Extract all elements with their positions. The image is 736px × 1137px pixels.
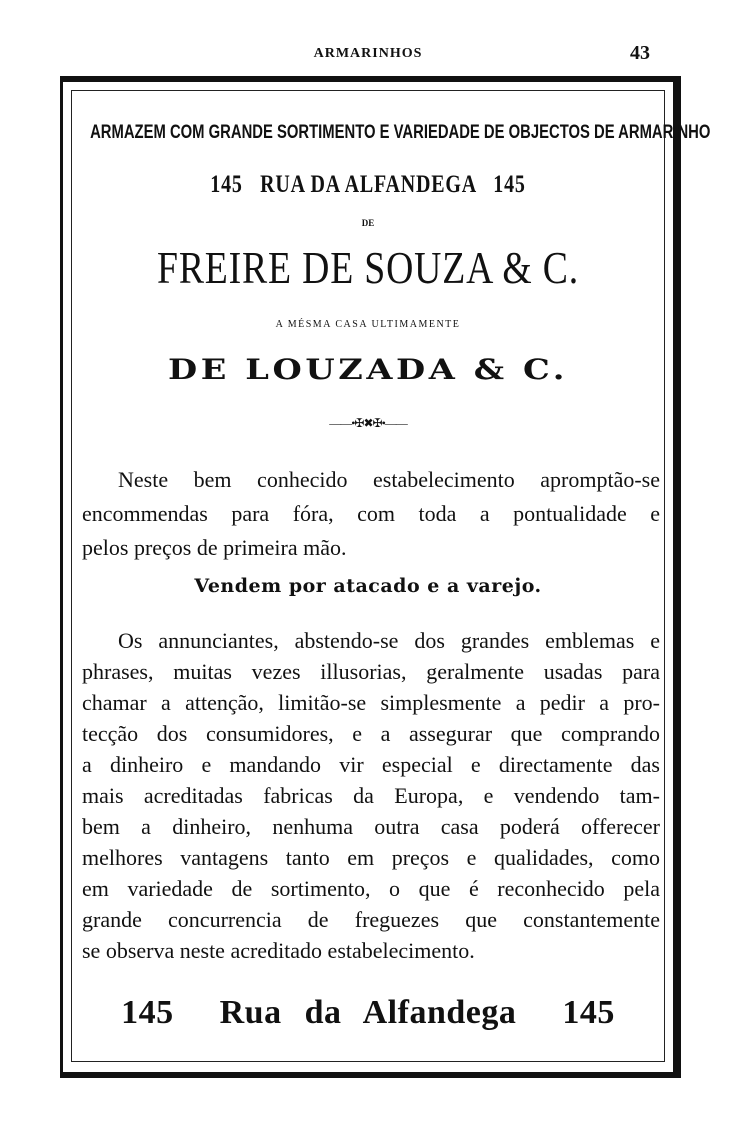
text-line: tecção dos consumidores, e a assegurar que comprando (82, 721, 660, 746)
paragraph-2 (82, 625, 660, 966)
advertisement-frame (60, 76, 711, 1078)
de-label: DE (361, 218, 375, 228)
former-firm-name: DE LOUZADA & C. (167, 353, 569, 386)
text-line: pelos preços de primeira mão. (82, 535, 347, 560)
text-line: a dinheiro e mandando vir especial e directamente das (82, 752, 660, 777)
text-line: se observa neste acreditado estabelecimento. (82, 938, 475, 963)
formerly-label: A MÉSMA CASA ULTIMAMENTE (275, 319, 461, 330)
address-heading: 145 RUA DA ALFANDEGA 145 (210, 171, 526, 198)
text-line: mais acreditadas fabricas da Europa, e vendendo tam- (82, 783, 660, 808)
paragraph-1 (82, 463, 660, 565)
text-line: Os annunciantes, abstendo-se dos grandes emblemas e (118, 628, 660, 653)
ornament-divider: ——•✠✖✠•—— (329, 416, 407, 430)
footer-address: 145 Rua da Alfandega 145 (121, 994, 615, 1031)
page-number: 43 (630, 42, 650, 64)
text-line: Neste bem conhecido estabelecimento apromptão-se (118, 467, 660, 492)
text-line: chamar a attenção, limitão-se simplesmente a pedir a pro- (82, 690, 660, 715)
text-line: encommendas para fóra, com toda a pontualidade e (82, 501, 660, 526)
text-line: grande concurrencia de freguezes que constantemente (82, 907, 660, 932)
subheading: Vendem por atacado e a varejo. (194, 575, 542, 597)
running-head: ARMARINHOS (313, 46, 423, 61)
text-line: melhores vantagens tanto em preços e qualidades, como (82, 845, 660, 870)
firm-name: FREIRE DE SOUZA & C. (157, 242, 579, 293)
text-line: bem a dinheiro, nenhuma outra casa poderá offerecer (82, 814, 660, 839)
text-line: em variedade de sortimento, o que é reconhecido pela (82, 876, 660, 901)
text-line: phrases, muitas vezes illusorias, geralmente usadas para (82, 659, 660, 684)
headline: ARMAZEM COM GRANDE SORTIMENTO E VARIEDADE DE OBJECTOS DE ARMARINHO (90, 122, 711, 143)
advertisement-inner-border (71, 90, 711, 1062)
